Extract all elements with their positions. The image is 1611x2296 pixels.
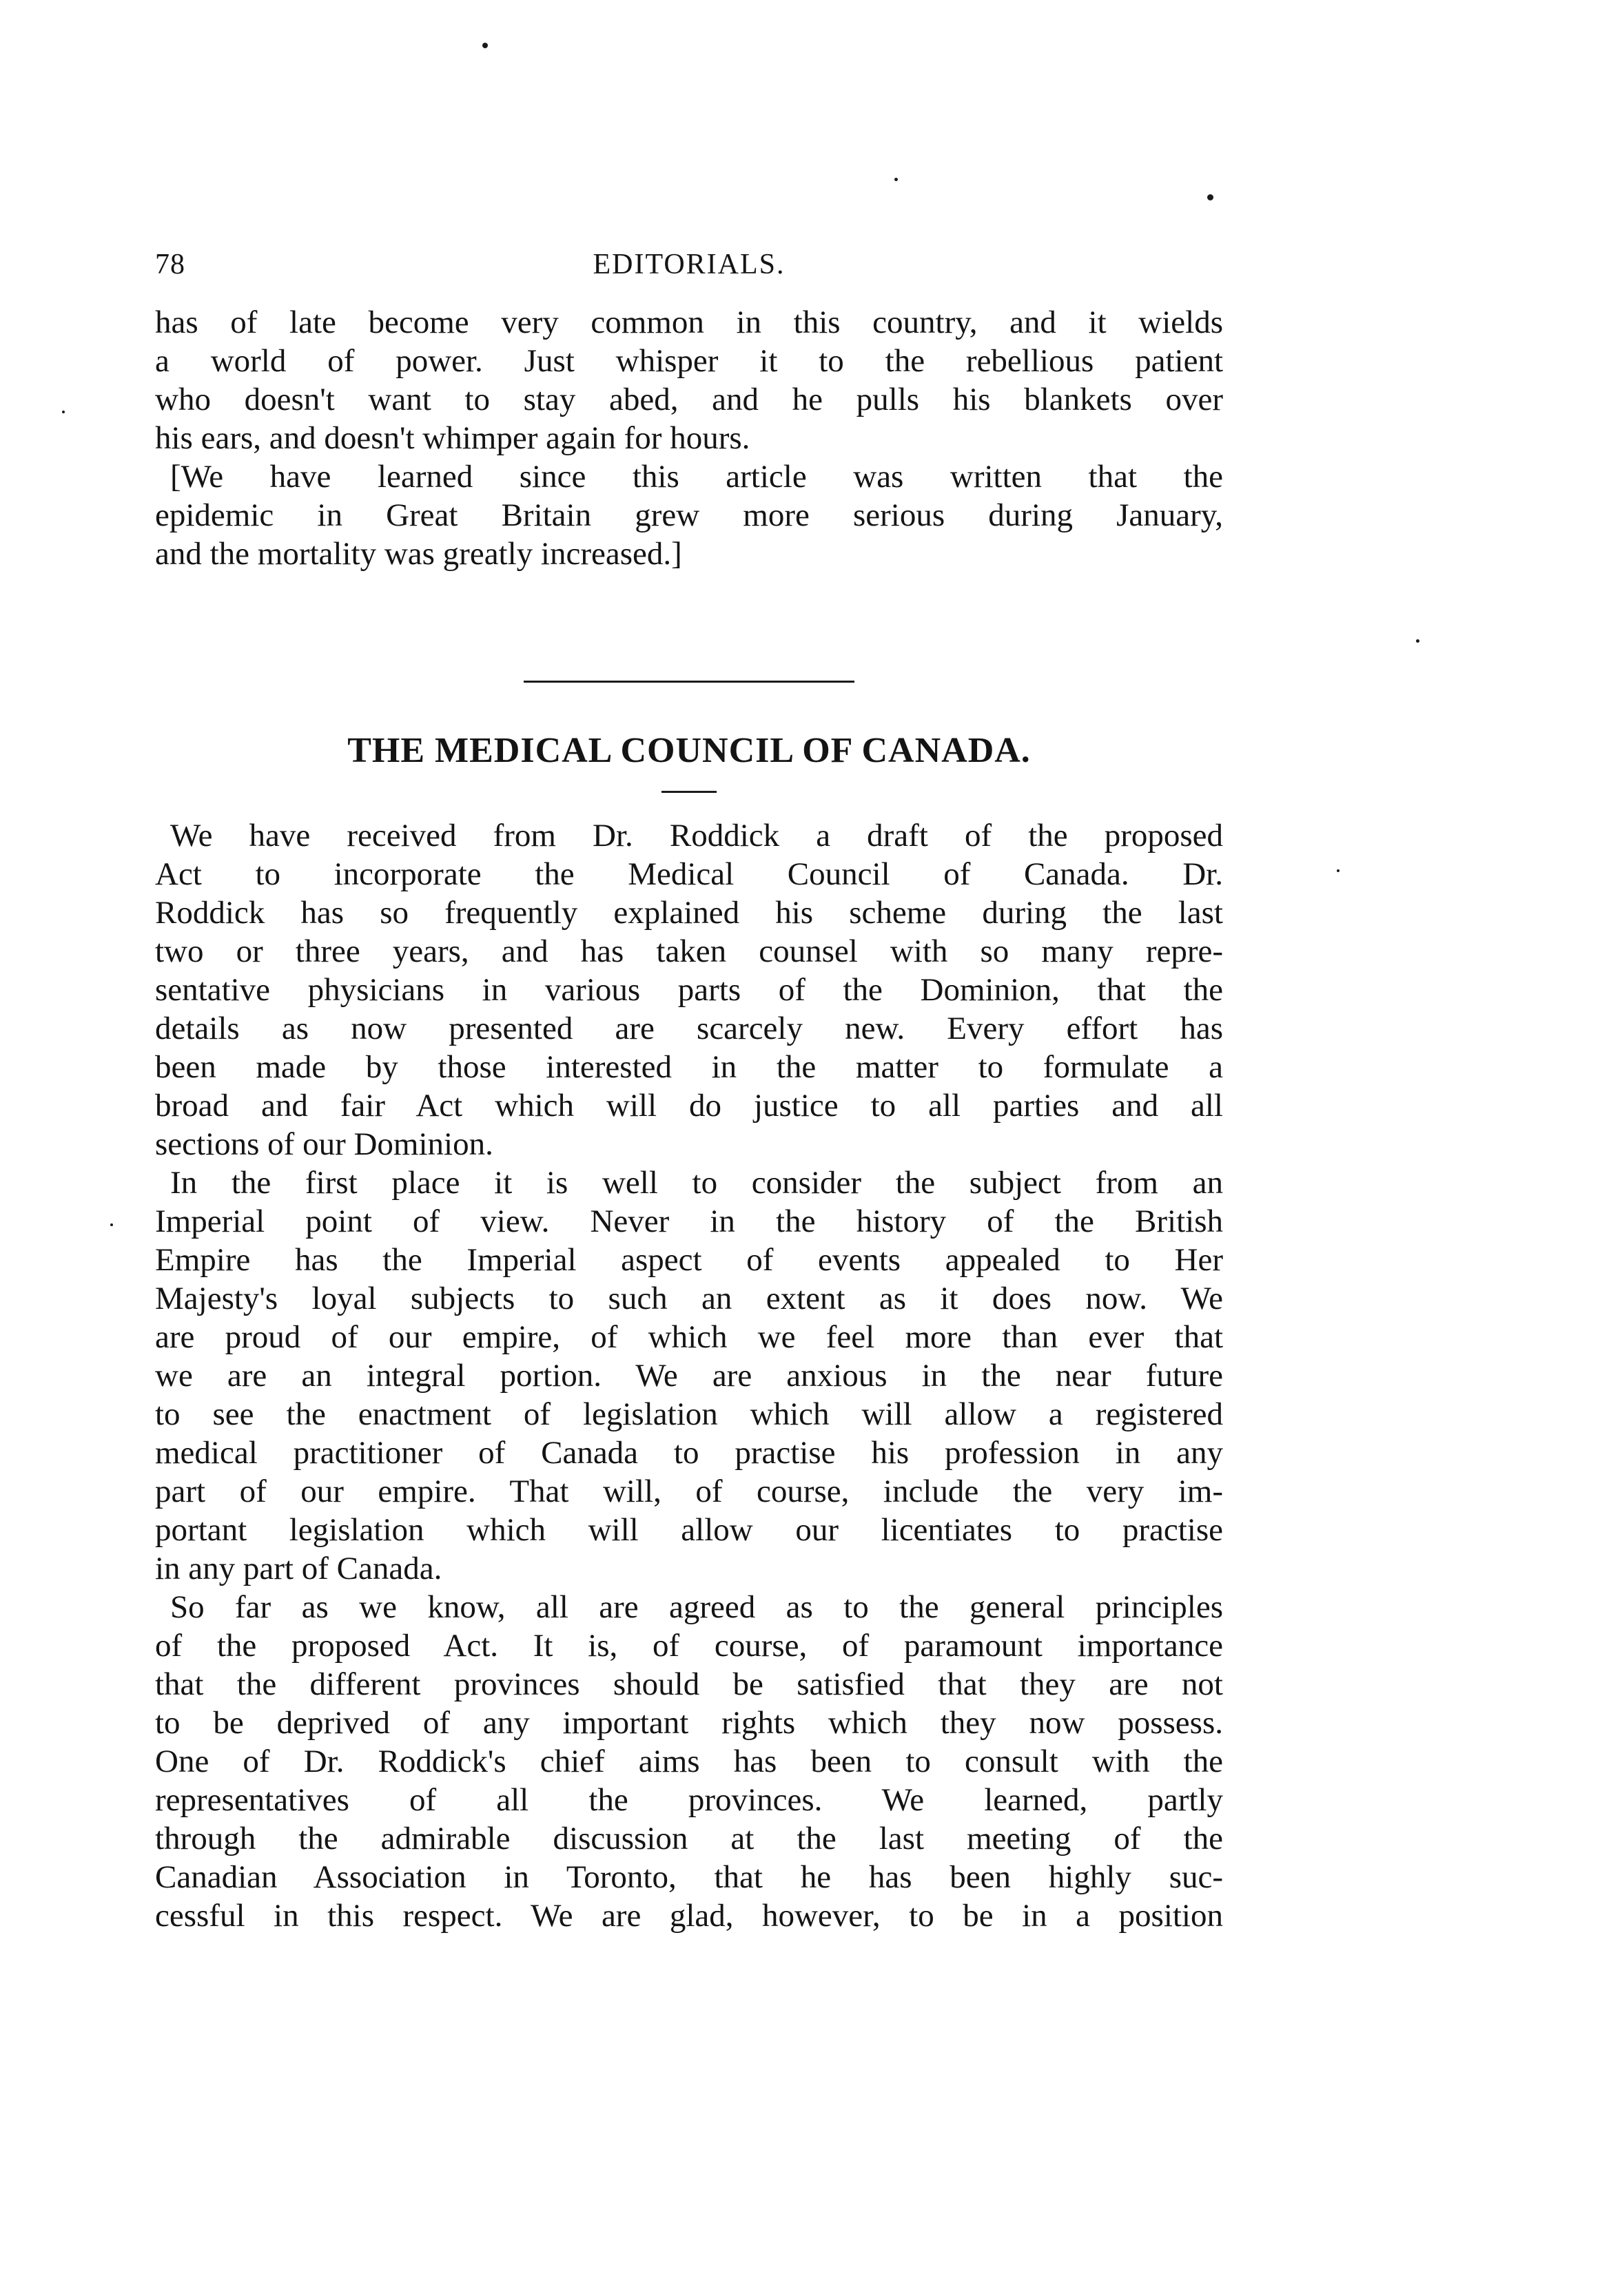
text-line: that the different provinces should be satisfied that they are not xyxy=(155,1666,1223,1702)
page-header xyxy=(155,248,1223,289)
text-line: [We have learned since this article was written that the xyxy=(170,459,1223,495)
section-divider-rule xyxy=(524,681,854,683)
continued-article-text xyxy=(155,303,1223,573)
text-line: We have received from Dr. Roddick a draft of the proposed xyxy=(170,818,1223,854)
text-line: part of our empire. That will, of course, include the very im- xyxy=(155,1473,1223,1509)
section-title: THE MEDICAL COUNCIL OF CANADA. xyxy=(347,731,1031,770)
title-underline-rule xyxy=(661,791,717,793)
text-line: cessful in this respect. We are glad, however, to be in a position xyxy=(155,1898,1223,1934)
running-head: EDITORIALS. xyxy=(593,249,786,280)
text-line: Majesty's loyal subjects to such an extent as it does now. We xyxy=(155,1281,1223,1316)
text-line: So far as we know, all are agreed as to the general principles xyxy=(170,1589,1223,1625)
text-line: who doesn't want to stay abed, and he pulls his blankets over xyxy=(155,382,1223,417)
page-number: 78 xyxy=(155,249,185,280)
scan-speck xyxy=(482,43,488,48)
text-line: details as now presented are scarcely new. Every effort has xyxy=(155,1011,1223,1046)
text-line: portant legislation which will allow our licentiates to practise xyxy=(155,1512,1223,1548)
text-line: his ears, and doesn't whimper again for hours. xyxy=(155,420,750,456)
text-line: In the first place it is well to consider the subject from an xyxy=(170,1165,1223,1201)
text-line: broad and fair Act which will do justice to all parties and all xyxy=(155,1088,1223,1124)
text-line: Canadian Association in Toronto, that he has been highly suc- xyxy=(155,1859,1223,1895)
text-line: we are an integral portion. We are anxious in the near future xyxy=(155,1358,1223,1394)
text-line: epidemic in Great Britain grew more serious during January, xyxy=(155,497,1223,533)
scan-speck xyxy=(62,411,65,413)
scan-speck xyxy=(1207,194,1213,200)
article-body-text xyxy=(155,816,1223,1935)
text-line: two or three years, and has taken counsel with so many repre- xyxy=(155,933,1223,969)
text-line: to be deprived of any important rights which they now possess. xyxy=(155,1705,1223,1741)
text-line: a world of power. Just whisper it to the rebellious patient xyxy=(155,343,1223,379)
text-line: and the mortality was greatly increased.] xyxy=(155,536,682,572)
scan-speck xyxy=(894,178,898,181)
text-line: One of Dr. Roddick's chief aims has been to consult with the xyxy=(155,1744,1223,1779)
text-line: representatives of all the provinces. We learned, partly xyxy=(155,1782,1223,1818)
text-line: Act to incorporate the Medical Council of Canada. Dr. xyxy=(155,856,1223,892)
text-line: sentative physicians in various parts of the Dominion, that the xyxy=(155,972,1223,1008)
text-line: Imperial point of view. Never in the history of the British xyxy=(155,1203,1223,1239)
text-line: are proud of our empire, of which we feel more than ever that xyxy=(155,1319,1223,1355)
text-line: Roddick has so frequently explained his scheme during the last xyxy=(155,895,1223,931)
scan-speck xyxy=(1337,869,1340,872)
text-line: medical practitioner of Canada to practise his profession in any xyxy=(155,1435,1223,1471)
scan-speck xyxy=(1416,639,1419,643)
text-line: been made by those interested in the matter to formulate a xyxy=(155,1049,1223,1085)
text-line: Empire has the Imperial aspect of events appealed to Her xyxy=(155,1242,1223,1278)
text-line: has of late become very common in this country, and it wields xyxy=(155,304,1223,340)
text-line: to see the enactment of legislation which will allow a registered xyxy=(155,1396,1223,1432)
scan-speck xyxy=(110,1223,113,1226)
text-line: of the proposed Act. It is, of course, of paramount importance xyxy=(155,1628,1223,1664)
text-line: through the admirable discussion at the last meeting of the xyxy=(155,1821,1223,1857)
text-line: in any part of Canada. xyxy=(155,1551,442,1586)
text-line: sections of our Dominion. xyxy=(155,1126,493,1162)
